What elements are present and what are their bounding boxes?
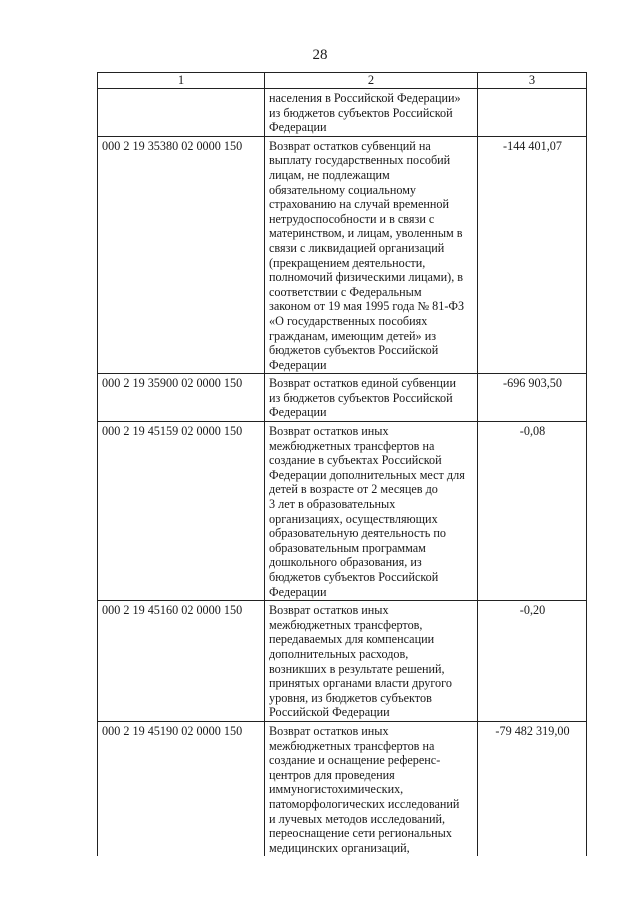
- table-header: [98, 73, 587, 89]
- budget-code-cell: 000 2 19 35900 02 0000 150: [98, 374, 265, 422]
- amount-cell: -696 903,50: [478, 374, 587, 422]
- table-row: [98, 136, 587, 374]
- amount-cell: -0,20: [478, 601, 587, 722]
- budget-code-cell: 000 2 19 35380 02 0000 150: [98, 136, 265, 374]
- budget-code-cell: 000 2 19 45190 02 0000 150: [98, 721, 265, 856]
- budget-code-cell: [98, 89, 265, 137]
- table-row: [98, 601, 587, 722]
- description-cell: Возврат остатков иных межбюджетных трансфертов на создание и оснащение референс- центров для проведения иммуногистохимических, патоморфологических исследований и лучевых методов исследований, переоснащение сети региональных медицинских организаций,: [265, 721, 478, 856]
- description-cell: населения в Российской Федерации» из бюджетов субъектов Российской Федерации: [265, 89, 478, 137]
- description-cell: Возврат остатков иных межбюджетных трансфертов, передаваемых для компенсации дополнительных расходов, возникших в результате решений, принятых органами власти другого уровня, из бюджетов субъектов Российской Федерации: [265, 601, 478, 722]
- column-header-2: 2: [265, 73, 478, 89]
- amount-cell: -144 401,07: [478, 136, 587, 374]
- amount-cell: -0,08: [478, 422, 587, 601]
- description-cell: Возврат остатков субвенций на выплату государственных пособий лицам, не подлежащим обязательному социальному страхованию на случай временной нетрудоспособности и в связи с материнством, и лицам, уволенным в связи с ликвидацией организаций (прекращением деятельности, полномочий физическими лицами), в соответствии с Федеральным законом от 19 мая 1995 года № 81-ФЗ «О государственных пособиях гражданам, имеющим детей» из бюджетов субъектов Российской Федерации: [265, 136, 478, 374]
- header-row: [98, 73, 587, 89]
- column-header-1: 1: [98, 73, 265, 89]
- table-row: [98, 422, 587, 601]
- budget-code-cell: 000 2 19 45159 02 0000 150: [98, 422, 265, 601]
- table-row: [98, 374, 587, 422]
- table-row: [98, 721, 587, 856]
- amount-cell: -79 482 319,00: [478, 721, 587, 856]
- table-body: [98, 89, 587, 857]
- page-number: 28: [312, 47, 328, 63]
- amount-cell: [478, 89, 587, 137]
- budget-table: [97, 72, 587, 856]
- budget-code-cell: 000 2 19 45160 02 0000 150: [98, 601, 265, 722]
- column-header-3: 3: [478, 73, 587, 89]
- table-row: [98, 89, 587, 137]
- description-cell: Возврат остатков единой субвенции из бюджетов субъектов Российской Федерации: [265, 374, 478, 422]
- description-cell: Возврат остатков иных межбюджетных трансфертов на создание в субъектах Российской Федерации дополнительных мест для детей в возрасте от 2 месяцев до 3 лет в образовательных организациях, осуществляющих образовательную деятельность по образовательным программам дошкольного образования, из бюджетов субъектов Российской Федерации: [265, 422, 478, 601]
